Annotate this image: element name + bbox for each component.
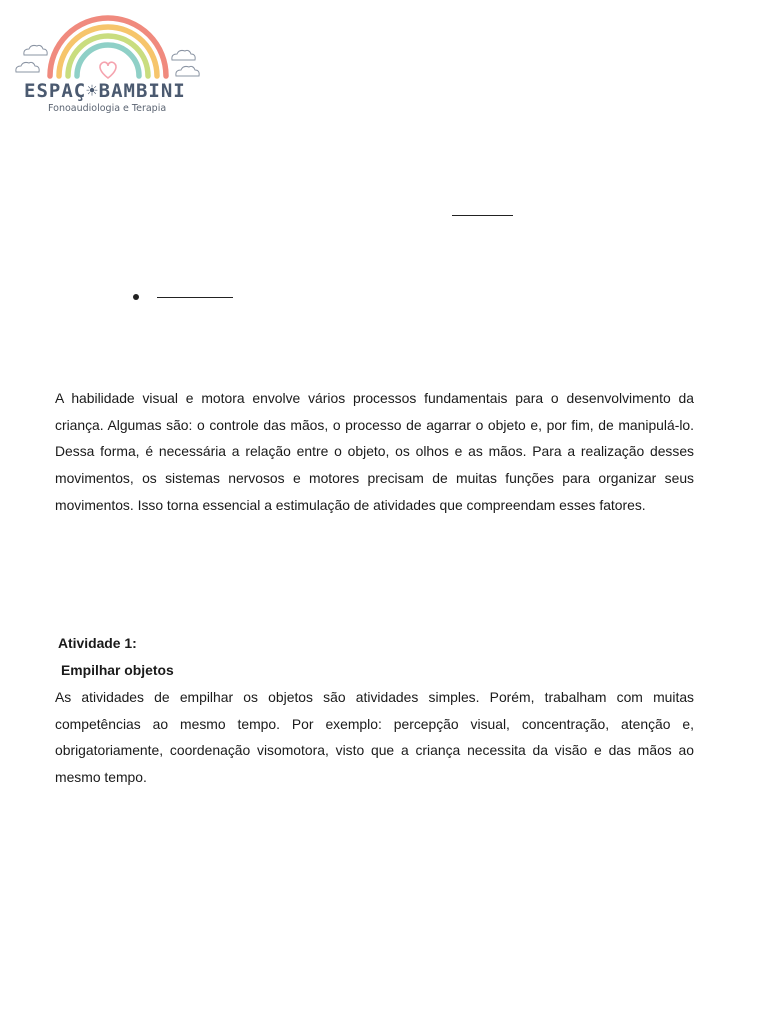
- activity-title: Empilhar objetos: [61, 662, 174, 678]
- bullet-underline: [157, 297, 233, 298]
- bullet-point: [133, 294, 139, 300]
- logo-subtitle: Fonoaudiologia e Terapia: [48, 103, 167, 114]
- espaco-bambini-logo: [12, 10, 207, 118]
- logo-name: ESPAÇ☀BAMBINI: [24, 80, 186, 102]
- activity-paragraph: As atividades de empilhar os objetos são atividades simples. Porém, trabalham com muitas competências ao mesmo tempo. Por exemplo: percepção visual, concentração, atenção e, obrigatoriamente, coordenação visomotora, visto que a criança necessita da visão e das mãos ao mesmo tempo.: [55, 689, 694, 786]
- activity-label: Atividade 1:: [58, 635, 137, 651]
- title-underline: [452, 215, 513, 216]
- intro-paragraph: A habilidade visual e motora envolve vários processos fundamentais para o desenvolvimento da criança. Algumas são: o controle das mãos, o processo de agarrar o objeto e, por fim, de manipulá-lo. Dessa forma, é necessária a relação entre o objeto, os olhos e as mãos. Para a realização desses movimentos, os sistemas nervosos e motores precisam de muitas funções para organizar seus movimentos. Isso torna essencial a estimulação de atividades que compreendam esses fatores.: [55, 390, 694, 513]
